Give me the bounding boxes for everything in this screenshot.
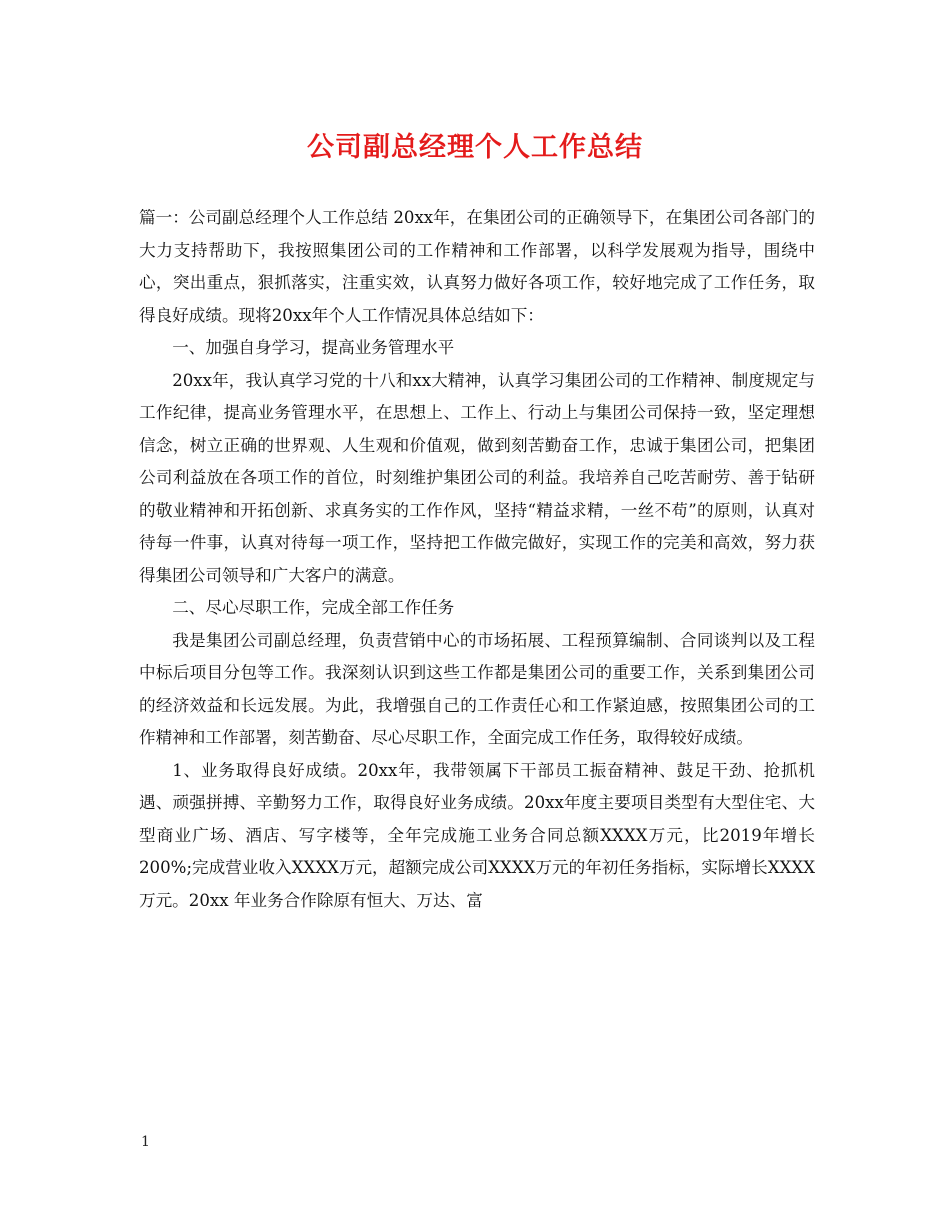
page-number: 1: [141, 1134, 150, 1150]
section-paragraph-1: 20xx年，我认真学习党的十八和xx大精神，认真学习集团公司的工作精神、制度规定与工作纪律，提高业务管理水平，在思想上、工作上、行动上与集团公司保持一致，坚定理想信念，树立正确的世界观、人生观和价值观，做到刻苦勤奋工作，忠诚于集团公司，把集团公司利益放在各项工作的首位，时刻维护集团公司的利益。我培养自己吃苦耐劳、善于钻研的敬业精神和开拓创新、求真务实的工作作风，坚持“精益求精，一丝不苟”的原则，认真对待每一件事，认真对待每一项工作，坚持把工作做完做好，实现工作的完美和高效，努力获得集团公司领导和广大客户的满意。: [139, 370, 815, 585]
document-body: [139, 202, 815, 917]
section-paragraph-2: 我是集团公司副总经理，负责营销中心的市场拓展、工程预算编制、合同谈判以及工程中标后项目分包等工作。我深刻认识到这些工作都是集团公司的重要工作，关系到集团公司的经济效益和长远发展。为此，我增强自己的工作责任心和工作紧迫感，按照集团公司的工作精神和工作部署，刻苦勤奋、尽心尽职工作，全面完成工作任务，取得较好成绩。: [139, 630, 815, 747]
intro-paragraph: [139, 202, 815, 332]
section-heading-1: 一、加强自身学习，提高业务管理水平: [172, 338, 455, 357]
intro-text: 20xx年，在集团公司的正确领导下，在集团公司各部门的大力支持帮助下，我按照集团公司的工作精神和工作部署，以科学发展观为指导，围绕中心，突出重点，狠抓落实，注重实效，认真努力做好各项工作，较好地完成了工作任务，取得良好成绩。现将20xx年个人工作情况具体总结如下：: [139, 208, 815, 325]
item-paragraph-1: 1、业务取得良好成绩。20xx年，我带领属下干部员工振奋精神、鼓足干劲、抢抓机遇、顽强拼搏、辛勤努力工作，取得良好业务成绩。20xx年度主要项目类型有大型住宅、大型商业广场、酒店、写字楼等，全年完成施工业务合同总额XXXX万元，比2019年增长200%;完成营业收入XXXX万元，超额完成公司XXXX万元的年初任务指标，实际增长XXXX万元。20xx 年业务合作除原有恒大、万达、富: [139, 760, 816, 910]
document-title: 公司副总经理个人工作总结: [307, 132, 643, 163]
section-heading-2: 二、尽心尽职工作，完成全部工作任务: [172, 598, 455, 617]
intro-label: 篇一：公司副总经理个人工作总结: [139, 208, 389, 227]
